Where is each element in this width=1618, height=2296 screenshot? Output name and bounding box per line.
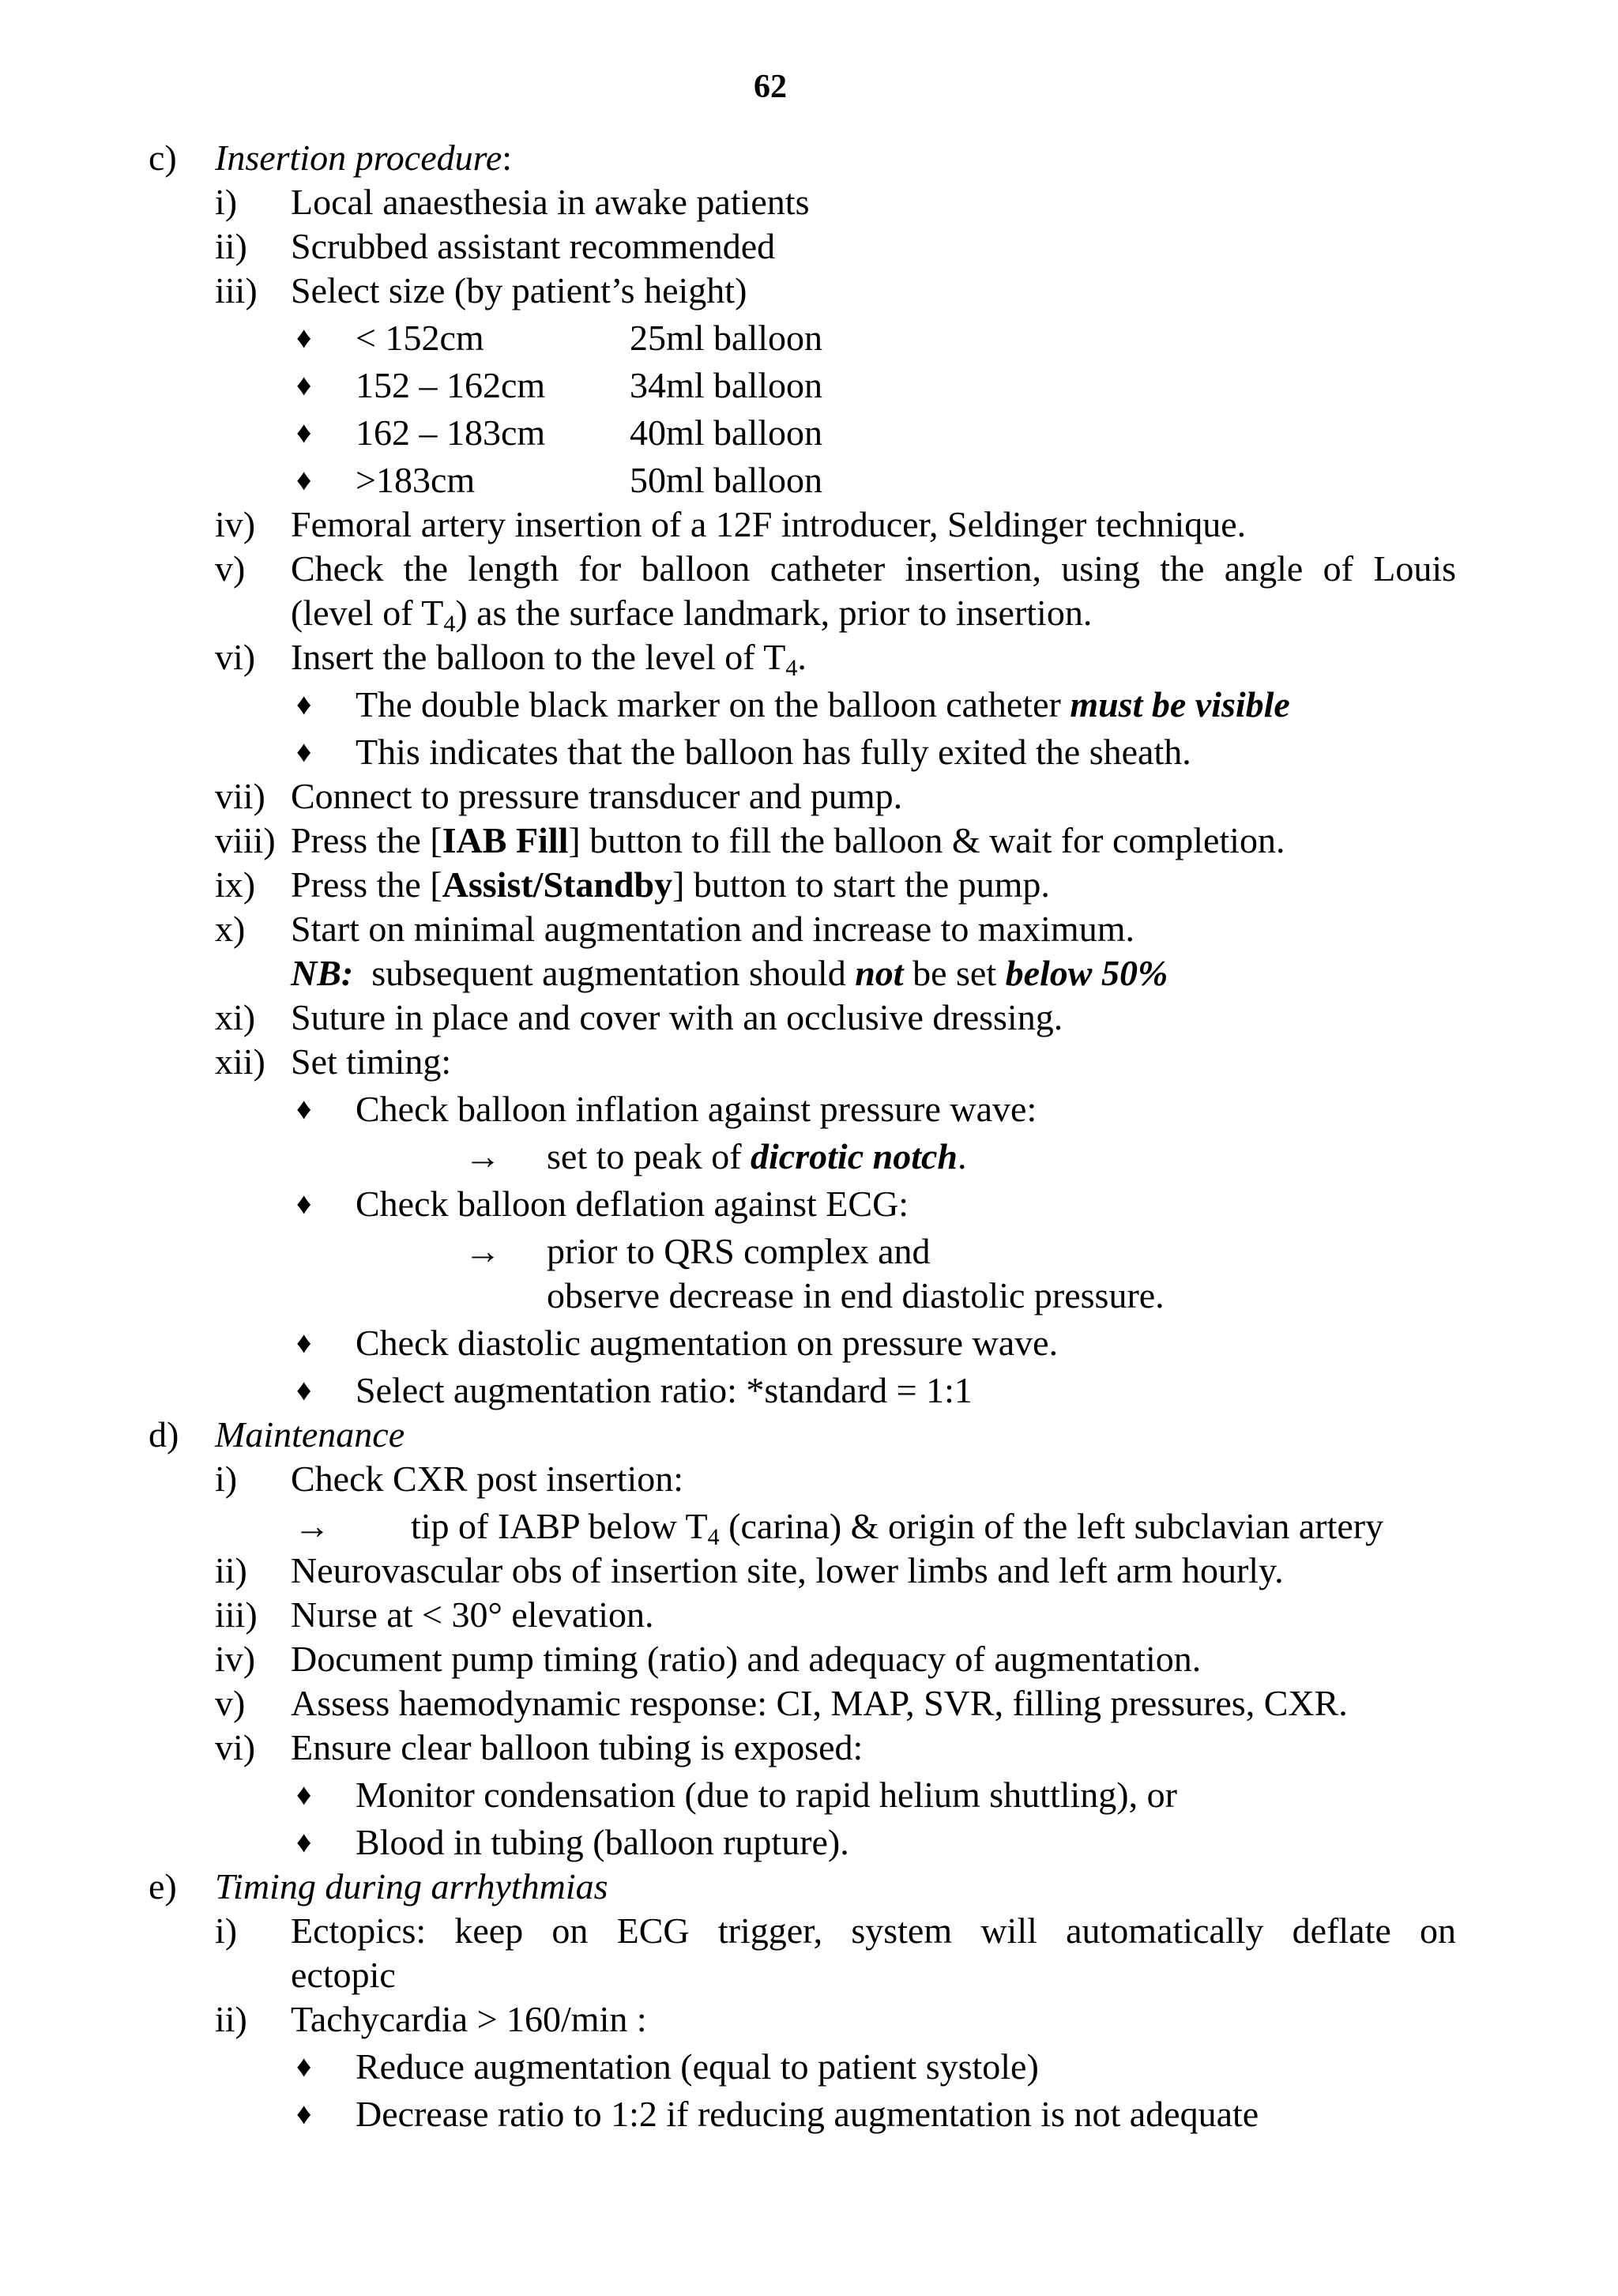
item-number: ii): [215, 1999, 247, 2039]
arrow-text: prior to QRS complex and: [547, 1231, 931, 1271]
section-colon: :: [502, 137, 513, 178]
item-text: Ectopics: keep on ECG trigger, system will automatically deflate on: [291, 1910, 1456, 1951]
item-text: Femoral artery insertion of a 12F introducer, Seldinger technique.: [291, 504, 1247, 544]
item-text: Scrubbed assistant recommended: [291, 226, 776, 266]
item-text: Ensure clear balloon tubing is exposed:: [291, 1727, 864, 1767]
item-text: Neurovascular obs of insertion site, lower limbs and left arm hourly.: [291, 1550, 1284, 1590]
bullet-icon: ♦: [296, 1778, 312, 1812]
item-number: xi): [215, 997, 256, 1037]
section-label: d): [149, 1414, 179, 1455]
item-number: ii): [215, 226, 247, 266]
item-text: Connect to pressure transducer and pump.: [291, 776, 903, 816]
section-label: e): [149, 1866, 177, 1906]
size-balloon: 34ml balloon: [630, 365, 823, 405]
bullet-text: Decrease ratio to 1:2 if reducing augmentation is not adequate: [356, 2094, 1259, 2134]
item-text: Local anaesthesia in awake patients: [291, 182, 810, 222]
item-text: (level of $T_4$) as the surface landmark, prior to insertion.: [291, 593, 1093, 637]
item-text: ectopic: [291, 1955, 396, 1995]
bullet-text: Check balloon deflation against ECG:: [356, 1184, 909, 1224]
bullet-icon: ♦: [296, 322, 312, 355]
item-number: i): [215, 182, 238, 222]
bullet-text: Select augmentation ratio: *standard = 1:1: [356, 1370, 973, 1410]
item-text: Press the [Assist/Standby] button to start the pump.: [291, 864, 1050, 905]
item-number: vi): [215, 637, 256, 677]
item-text: Nurse at < 30° elevation.: [291, 1594, 654, 1635]
arrow-right-icon: →: [465, 1231, 501, 1271]
item-number: vii): [215, 776, 265, 816]
bullet-icon: ♦: [296, 1826, 312, 1859]
bullet-icon: ♦: [296, 688, 312, 721]
size-height: < 152cm: [356, 318, 484, 358]
bullet-icon: ♦: [296, 1374, 312, 1407]
item-number: v): [215, 548, 246, 589]
item-number: xii): [215, 1041, 265, 1082]
bullet-icon: ♦: [296, 416, 312, 450]
item-number: iv): [215, 504, 256, 544]
arrow-text: set to peak of dicrotic notch.: [547, 1136, 967, 1176]
bullet-icon: ♦: [296, 1327, 312, 1360]
bullet-text: This indicates that the balloon has fully exited the sheath.: [356, 732, 1191, 772]
section-e-heading: [149, 1865, 608, 1909]
section-c-heading: [149, 136, 512, 180]
item-text: Check CXR post insertion:: [291, 1459, 684, 1499]
arrow-text: tip of IABP below $T_4$ (carina) & origin of the left subclavian artery: [411, 1506, 1384, 1550]
item-number: i): [215, 1910, 238, 1951]
bullet-text: Monitor condensation (due to rapid helium shuttling), or: [356, 1775, 1177, 1815]
item-number: iv): [215, 1639, 256, 1679]
bullet-icon: ♦: [296, 464, 312, 497]
item-text: Press the [IAB Fill] button to fill the balloon & wait for completion.: [291, 820, 1285, 860]
size-balloon: 50ml balloon: [630, 460, 823, 500]
arrow-right-icon: →: [465, 1136, 501, 1176]
arrow-right-icon: →: [294, 1506, 330, 1546]
item-text: Tachycardia > 160/min :: [291, 1999, 647, 2039]
item-number: ix): [215, 864, 256, 905]
size-balloon: 40ml balloon: [630, 412, 823, 453]
bullet-text: Reduce augmentation (equal to patient systole): [356, 2046, 1039, 2087]
bullet-icon: ♦: [296, 2098, 312, 2131]
nb-text: NB: subsequent augmentation should not be set below 50%: [291, 953, 1168, 993]
size-balloon: 25ml balloon: [630, 318, 823, 358]
section-title: Maintenance: [215, 1414, 405, 1455]
item-number: v): [215, 1683, 246, 1723]
arrow-text: observe decrease in end diastolic pressure.: [547, 1275, 1165, 1315]
bullet-text: Check balloon inflation against pressure wave:: [356, 1089, 1037, 1129]
item-number: iii): [215, 1594, 258, 1635]
bullet-icon: ♦: [296, 736, 312, 769]
bullet-icon: ♦: [296, 1188, 312, 1221]
item-number: x): [215, 909, 246, 949]
item-number: iii): [215, 270, 258, 311]
item-text: Start on minimal augmentation and increase to maximum.: [291, 909, 1134, 949]
page-number: 62: [754, 69, 787, 105]
item-number: viii): [215, 820, 276, 860]
size-height: >183cm: [356, 460, 476, 500]
item-text: Select size (by patient’s height): [291, 270, 747, 311]
item-number: vi): [215, 1727, 256, 1767]
section-title: Insertion procedure: [215, 137, 502, 178]
size-height: 162 – 183cm: [356, 412, 546, 453]
section-d-heading: [149, 1413, 404, 1457]
item-text: Set timing:: [291, 1041, 452, 1082]
bullet-icon: ♦: [296, 2050, 312, 2083]
item-number: ii): [215, 1550, 247, 1590]
bullet-text: Blood in tubing (balloon rupture).: [356, 1822, 849, 1862]
item-text: Document pump timing (ratio) and adequacy of augmentation.: [291, 1639, 1202, 1679]
bullet-text: Check diastolic augmentation on pressure wave.: [356, 1323, 1059, 1363]
item-text: Assess haemodynamic response: CI, MAP, SVR, filling pressures, CXR.: [291, 1683, 1348, 1723]
item-text: Suture in place and cover with an occlusive dressing.: [291, 997, 1063, 1037]
bullet-icon: ♦: [296, 1093, 312, 1126]
section-label: c): [149, 137, 177, 178]
item-number: i): [215, 1459, 238, 1499]
section-title: Timing during arrhythmias: [215, 1866, 608, 1906]
bullet-icon: ♦: [296, 369, 312, 402]
bullet-text: The double black marker on the balloon catheter must be visible: [356, 684, 1290, 725]
size-height: 152 – 162cm: [356, 365, 546, 405]
item-text: Insert the balloon to the level of $T_4$.: [291, 637, 807, 681]
item-text: Check the length for balloon catheter insertion, using the angle of Louis: [291, 548, 1456, 589]
